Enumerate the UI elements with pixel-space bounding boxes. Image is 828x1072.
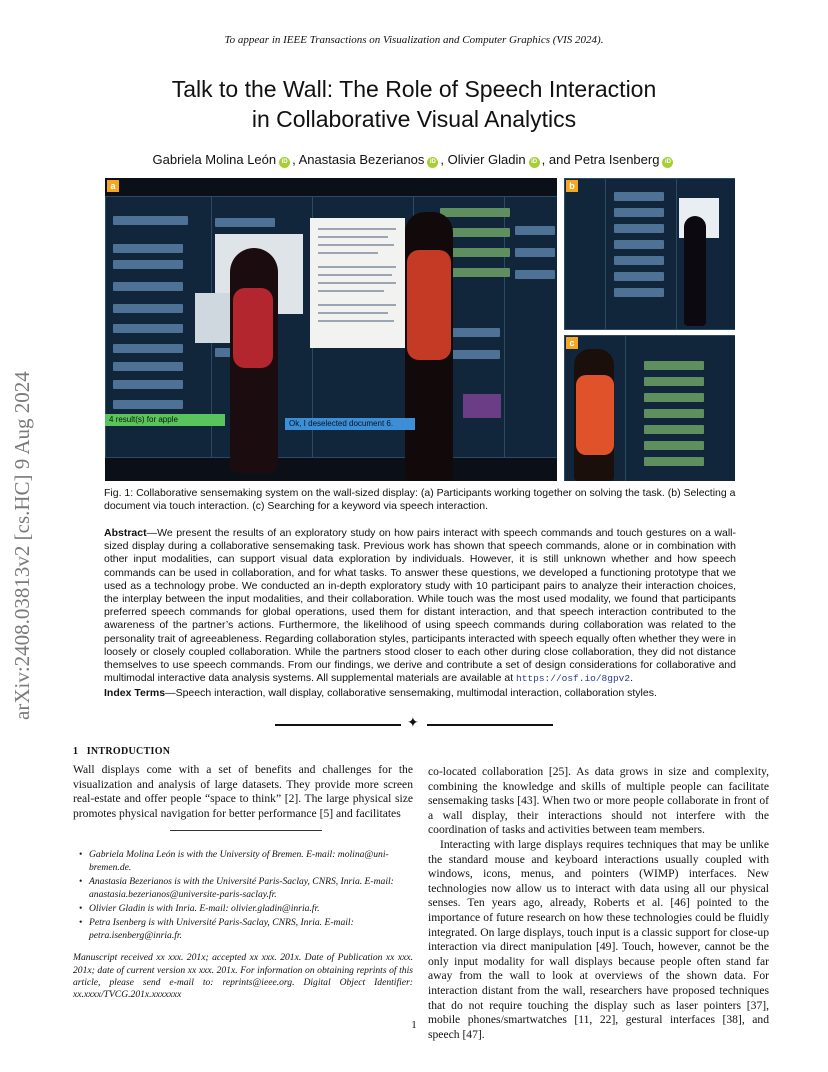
figure-panel-a-photo: [105, 178, 557, 481]
document-card: [644, 361, 704, 370]
document-card: [644, 393, 704, 402]
author-name: Petra Isenberg: [574, 152, 660, 167]
document-card: [614, 272, 664, 281]
document-card: [515, 248, 555, 257]
wall-tile: [504, 196, 557, 458]
wall-tile: [564, 178, 606, 330]
abstract-end: .: [630, 672, 633, 685]
affiliation-item: • Petra Isenberg is with Université Paris-Saclay, CNRS, Inria. E-mail: petra.isenberg@inria.fr.: [79, 917, 413, 942]
author-name: Olivier Gladin: [447, 152, 526, 167]
section-heading: [73, 746, 413, 757]
document-card: [614, 256, 664, 265]
open-document: [310, 218, 405, 348]
document-card: [644, 441, 704, 450]
author-name: Gabriela Molina León: [152, 152, 277, 167]
document-card: [113, 216, 188, 225]
document-card: [113, 260, 183, 269]
abstract-label: Abstract: [104, 527, 147, 539]
document-card: [614, 288, 664, 297]
divider-star-icon: ✦: [407, 715, 419, 731]
left-column: [73, 746, 413, 1002]
manuscript-note: Manuscript received xx xxx. 201x; accepted xx xxx. 201x. Date of Publication xx xxx. 201x; date of current version xx xxx. 201x. For information on obtaining reprints of this article, please send e-mail to: reprints@ieee.org. Digital Object Identifier: xx.xxxx/TVCG.201x.xxxxxxx: [73, 952, 413, 1001]
index-terms-label: Index Terms: [104, 687, 166, 699]
affiliation-item: • Olivier Gladin is with Inria. E-mail: olivier.gladin@inria.fr.: [79, 903, 413, 915]
participant-orange-sweater: [407, 250, 451, 360]
page-number: 1: [411, 1019, 417, 1031]
title-line-2: in Collaborative Visual Analytics: [251, 106, 577, 132]
section-title: INTRODUCTION: [86, 746, 171, 757]
panel-label-c: c: [566, 337, 578, 349]
footnote-rule: [170, 830, 322, 831]
document-card: [113, 282, 183, 291]
document-card: [515, 270, 555, 279]
document-card: [644, 409, 704, 418]
document-card: [644, 425, 704, 434]
figure-panel-c-photo: [564, 335, 735, 481]
document-card: [113, 304, 183, 313]
panel-label-b: b: [566, 180, 578, 192]
author-name: Anastasia Bezerianos: [298, 152, 425, 167]
participant-red-sweater: [233, 288, 273, 368]
intro-paragraph: Interacting with large displays requires techniques that may be unlike the standard mouse and keyboard interactions usually coupled with windows, icons, menus, and pointers (WIMP) interfaces. New technologies now allow us to interact with data using all our physical senses. Ten years ago, already, Roberts et al. [46] pointed to the importance of future research on how these technologies could be fluidly integrated. On large displays, touch input is a classic support for close-up interaction via direct manipulation [49]. Touch, however, cannot be the only input modality for wall displays because people often stand far away from the wall to look at overviews of the shown data. For interaction distant from the wall, researchers have proposed techniques that do not require touching the display such as laser pointers [37], mobile phones/smartwatches [11, 22], gestural interfaces [38], and speech [47].: [428, 837, 769, 1041]
abstract: [104, 527, 736, 685]
intro-paragraph: Wall displays come with a set of benefits and challenges for the visualization and analysis of large datasets. They provide more screen real-estate and offer people “space to think” [2]. The large physical size promotes physical navigation for better performance [5] and facilitates: [73, 763, 413, 820]
author-list: [0, 152, 828, 168]
figure-panel-b-photo: [564, 178, 735, 330]
affiliation-item: • Anastasia Bezerianos is with the Université Paris-Saclay, CNRS, Inria. E-mail: anastasia.bezerianos@universite-paris-saclay.fr.: [79, 876, 413, 901]
author-separator: ,: [440, 152, 448, 167]
document-card: [113, 324, 183, 333]
document-card: [113, 380, 183, 389]
participant-orange-sweater: [576, 375, 614, 455]
orcid-icon[interactable]: iD: [529, 157, 540, 168]
arxiv-stamp: arXiv:2408.03813v2 [cs.HC] 9 Aug 2024: [10, 371, 34, 720]
orcid-icon[interactable]: iD: [427, 157, 438, 168]
document-card: [515, 226, 555, 235]
document-card: [614, 224, 664, 233]
section-divider: [275, 715, 553, 731]
document-card: [614, 240, 664, 249]
document-card: [614, 208, 664, 217]
panel-label-a: a: [107, 180, 119, 192]
venue-header: To appear in IEEE Transactions on Visualization and Computer Graphics (VIS 2024).: [224, 34, 604, 46]
author-separator: , and: [541, 152, 575, 167]
author-separator: ,: [292, 152, 299, 167]
abstract-text: —We present the results of an exploratory study on how pairs interact with speech commands and touch gestures on a wall-sized display during a collaborative sensemaking task. Previous work has shown that speech commands, alone or in combination with other input modalities, can support visual data exploration by individuals. However, it is still unknown whether and how speech commands can be used in collaboration, and for what tasks. To answer these questions, we developed a functioning prototype that we used as a technology probe. We conducted an in-depth exploratory study with 10 participant pairs to analyze their interaction choices, the interplay between the input modalities, and their collaboration. While touch was the most used modality, we found that participants preferred speech commands for global operations, used them for distant interaction, and that speech interaction contributed to the awareness of the partner’s actions. Furthermore, the likelihood of using speech commands during collaboration was related to the personality trait of agreeableness. Regarding collaboration styles, participants interacted with speech equally often whether they were in loosely or closely coupled collaboration. While the partners stood closer to each other during close collaboration, they did not distance themselves to use speech commands. From our findings, we derive and contribute a set of design considerations for collaborative and multimodal interactive data analysis systems. All supplemental materials are available at: [104, 527, 736, 685]
speech-feedback-confirmation: Ok, I deselected document 6.: [285, 418, 415, 430]
document-card: [113, 362, 183, 371]
index-terms-text: —Speech interaction, wall display, collaborative sensemaking, multimodal interaction, collaboration styles.: [165, 687, 657, 699]
orcid-icon[interactable]: iD: [662, 157, 673, 168]
speech-feedback-results: 4 result(s) for apple: [105, 414, 225, 426]
orcid-icon[interactable]: iD: [279, 157, 290, 168]
affiliation-item: • Gabriela Molina León is with the University of Bremen. E-mail: molina@uni-bremen.de.: [79, 849, 413, 874]
section-number: 1: [73, 746, 79, 757]
affiliation-list: [79, 849, 413, 942]
document-card: [113, 400, 183, 409]
supplemental-link[interactable]: https://osf.io/8gpv2: [516, 673, 631, 685]
title-line-1: Talk to the Wall: The Role of Speech Interaction: [171, 76, 657, 102]
paper-title: [114, 74, 714, 134]
document-card: [614, 192, 664, 201]
figure-caption: Fig. 1: Collaborative sensemaking system on the wall-sized display: (a) Participants working together on solving the task. (b) Selecting a document via touch interaction. (c) Searching for a keyword via speech interaction.: [104, 487, 736, 512]
index-terms: [104, 687, 736, 699]
participant-silhouette: [684, 216, 706, 326]
document-card: [440, 208, 510, 217]
document-card: [644, 377, 704, 386]
intro-paragraph: co-located collaboration [25]. As data grows in size and complexity, combining the knowledge and skills of multiple people can facilitate sensemaking tasks [43]. When two or more people collaborate in front of a wall display, their interactions should not interfere with the coordination of tasks and activities between team members.: [428, 765, 769, 837]
document-card: [215, 218, 275, 227]
image-thumbnail: [463, 394, 501, 418]
right-column: [428, 765, 769, 1042]
document-card: [113, 244, 183, 253]
document-card: [113, 344, 183, 353]
document-card: [644, 457, 704, 466]
